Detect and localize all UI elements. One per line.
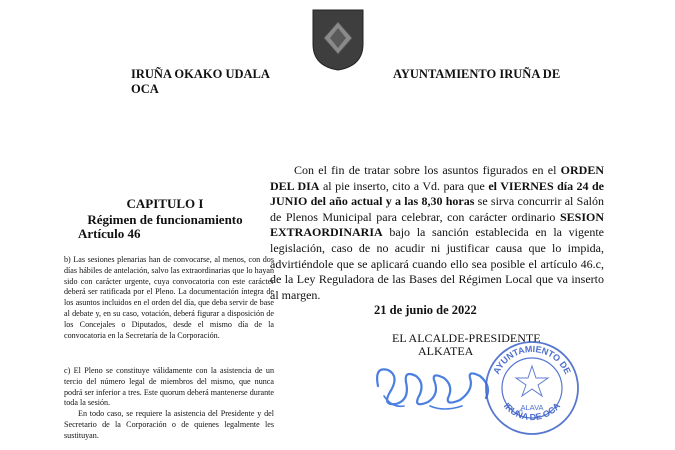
official-stamp [482,338,582,438]
article-paragraph-b: b) Las sesiones plenarias han de convocarse, al menos, con dos días hábiles de antelación, salvo las extraordinarias que lo hayan sido con carácter urgente, cuya convocatoria con este carácter deberá ser ratificada por el Pleno. La documentación íntegra de los asuntos incluidos en el orden del día, que deba servir de base al debate y, en su caso, votación, deberá figurar a disposición de los Concejales o Diputados, desde el mismo día de la convocatoria en la Secretaría de la Corporación. [64,255,274,340]
header-org-basque-line1: IRUÑA OKAKO UDALA [131,67,270,81]
svg-text:IRUÑA DE OCA: IRUÑA DE OCA [501,400,563,423]
signer-title: EL ALCALDE-PRESIDENTE [392,331,541,345]
header-org-basque-line2: OCA [131,82,159,96]
article-title: Artículo 46 [78,226,141,241]
body-text-2: al pie inserto, cito a Vd. para que [319,178,489,193]
chapter-title: CAPITULO I [126,196,204,211]
header-org-spanish: AYUNTAMIENTO IRUÑA DE [393,67,561,81]
body-text-4: bajo la sanción establecida en la vigente legislación, caso de no acudir ni justificar causa que lo impida, advirtiéndole que se aplicará cuando ello sea posible el artículo 46.c, de la Ley Reguladora de las Bases del Régimen Local que va inserto al margen. [270,225,604,302]
article-paragraph-c-part1: c) El Pleno se constituye válidamente con la asistencia de un tercio del número legal de miembros del mismo, que nunca podrá ser inferior a tres. Este quorum deberá mantenerse durante toda la sesión. [64,366,274,408]
body-bold-session: SESION EXTRAORDINARIA [270,209,604,240]
municipal-shield-logo [311,8,365,72]
body-bold-agenda: ORDEN DEL DIA [270,163,604,193]
svg-text:AYUNTAMIENTO DE: AYUNTAMIENTO DE [491,343,573,376]
convocation-body [270,163,604,303]
letter-date: 21 de junio de 2022 [374,303,477,317]
article-paragraph-c [64,366,274,442]
article-paragraph-c-part2: En todo caso, se requiere la asistencia del Presidente y del Secretario de la Corporación o de quienes legalmente les sustituyan. [64,409,274,440]
header-org-basque [131,67,271,97]
svg-text:ALAVA: ALAVA [520,403,544,412]
chapter-subtitle: Régimen de funcionamiento [87,212,243,227]
signer-title-basque: ALKATEA [418,344,474,358]
body-text-3: se sirva concurrir al Salón de Plenos Municipal para celebrar, con carácter ordinario [270,194,604,224]
body-bold-date: el VIERNES día 24 de JUNIO del año actual y a las 8,30 horas [270,178,604,209]
body-text-1: Con el fin de tratar sobre los asuntos figurados en el [294,163,561,177]
